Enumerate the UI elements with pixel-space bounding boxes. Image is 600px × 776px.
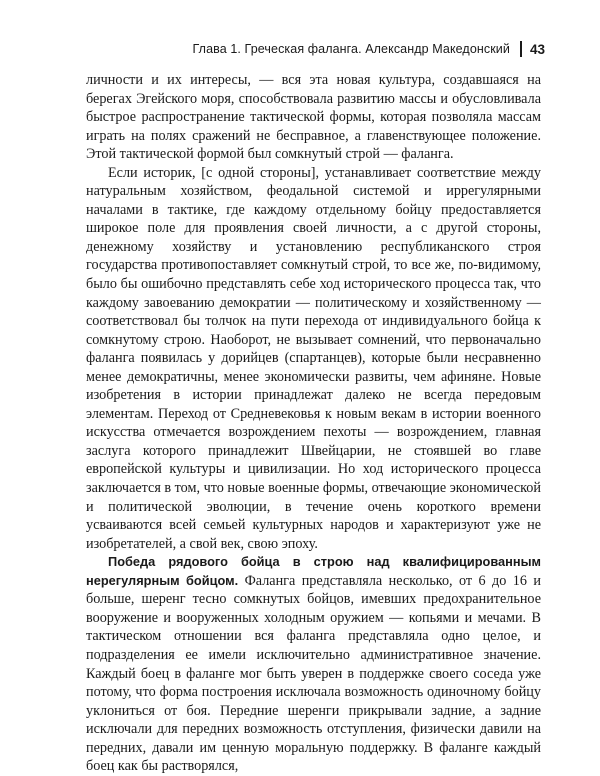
paragraph-text: Фаланга представляла несколько, от 6 до 16 и больше, шеренг тесно сомкнутых бойцов, имевших предохранительное вооружение и вооруженных холодным оружием — копьями и мечами. В тактическом отношении вся фаланга представляла одно целое, и подразделения ее имели исключительно административное значение. Каждый боец в фаланге мог быть уверен в поддержке своего соседа уже потому, что форма построения исключала возможность одиночному бойцу уклониться от боя. Передние шеренги прикрывали задние, а задние исключали для передних возможность отступления, физически давили на передних, давали им ценную моральную поддержку. В фаланге каждый боец как бы растворялся, [86, 572, 541, 775]
chapter-title: Глава 1. Греческая фаланга. Александр Македонский [192, 42, 510, 56]
page-body [86, 71, 541, 776]
paragraph-text: личности и их интересы, — вся эта новая культура, создавшаяся на берегах Эгейского моря, способствовала развитию массы и обусловливала быстрое распространение тактической формы, которая позволяла массам играть на полях сражений не бесправное, а главенствующее положение. Этой тактической формой был сомкнутый строй — фаланга. [86, 72, 541, 163]
paragraph-continued [86, 71, 541, 164]
page-number: 43 [529, 41, 545, 57]
paragraph [86, 164, 541, 553]
header-divider [520, 41, 522, 57]
paragraph [86, 553, 541, 776]
running-head [0, 38, 545, 60]
paragraph-text: Если историк, [с одной стороны], устанавливает соответствие между натуральным хозяйством, феодальной системой и иррегулярными началами в тактике, где каждому отдельному бойцу предоставляется широкое поле для проявления своей личности, а с другой стороны, денежному хозяйству и установлению республиканского строя государства противопоставляет сомкнутый строй, то все же, по-видимому, было бы ошибочно представлять себе ход исторического процесса так, что каждому завоеванию демократии — политическому и хозяйственному — соответствовал бы толчок на пути перехода от индивидуального бойца к сомкнутому строю. Наоборот, не вызывает сомнений, что первоначально фаланга появилась у дорийцев (спартанцев), которые были несравненно менее демократичны, менее экономически развиты, чем афиняне. Новые изобретения в истории принадлежат далеко не всегда передовым элементам. Переход от Средневековья к новым векам в истории военного искусства отмечается возрождением пехоты — возрождением, главная заслуга которого принадлежит Швейцарии, не стоявшей во главе европейской культуры и цивилизации. Но ход исторического процесса заключается в том, что новые военные формы, отвечающие экономической и политической эволюции, в течение очень короткого времени усваиваются всей семьей культурных народов и характеризуют уже не изобретателей, а свой век, свою эпоху. [86, 164, 541, 552]
section-heading: Победа рядового бойца в строю над квалифицированным нерегулярным бойцом. [86, 554, 541, 588]
